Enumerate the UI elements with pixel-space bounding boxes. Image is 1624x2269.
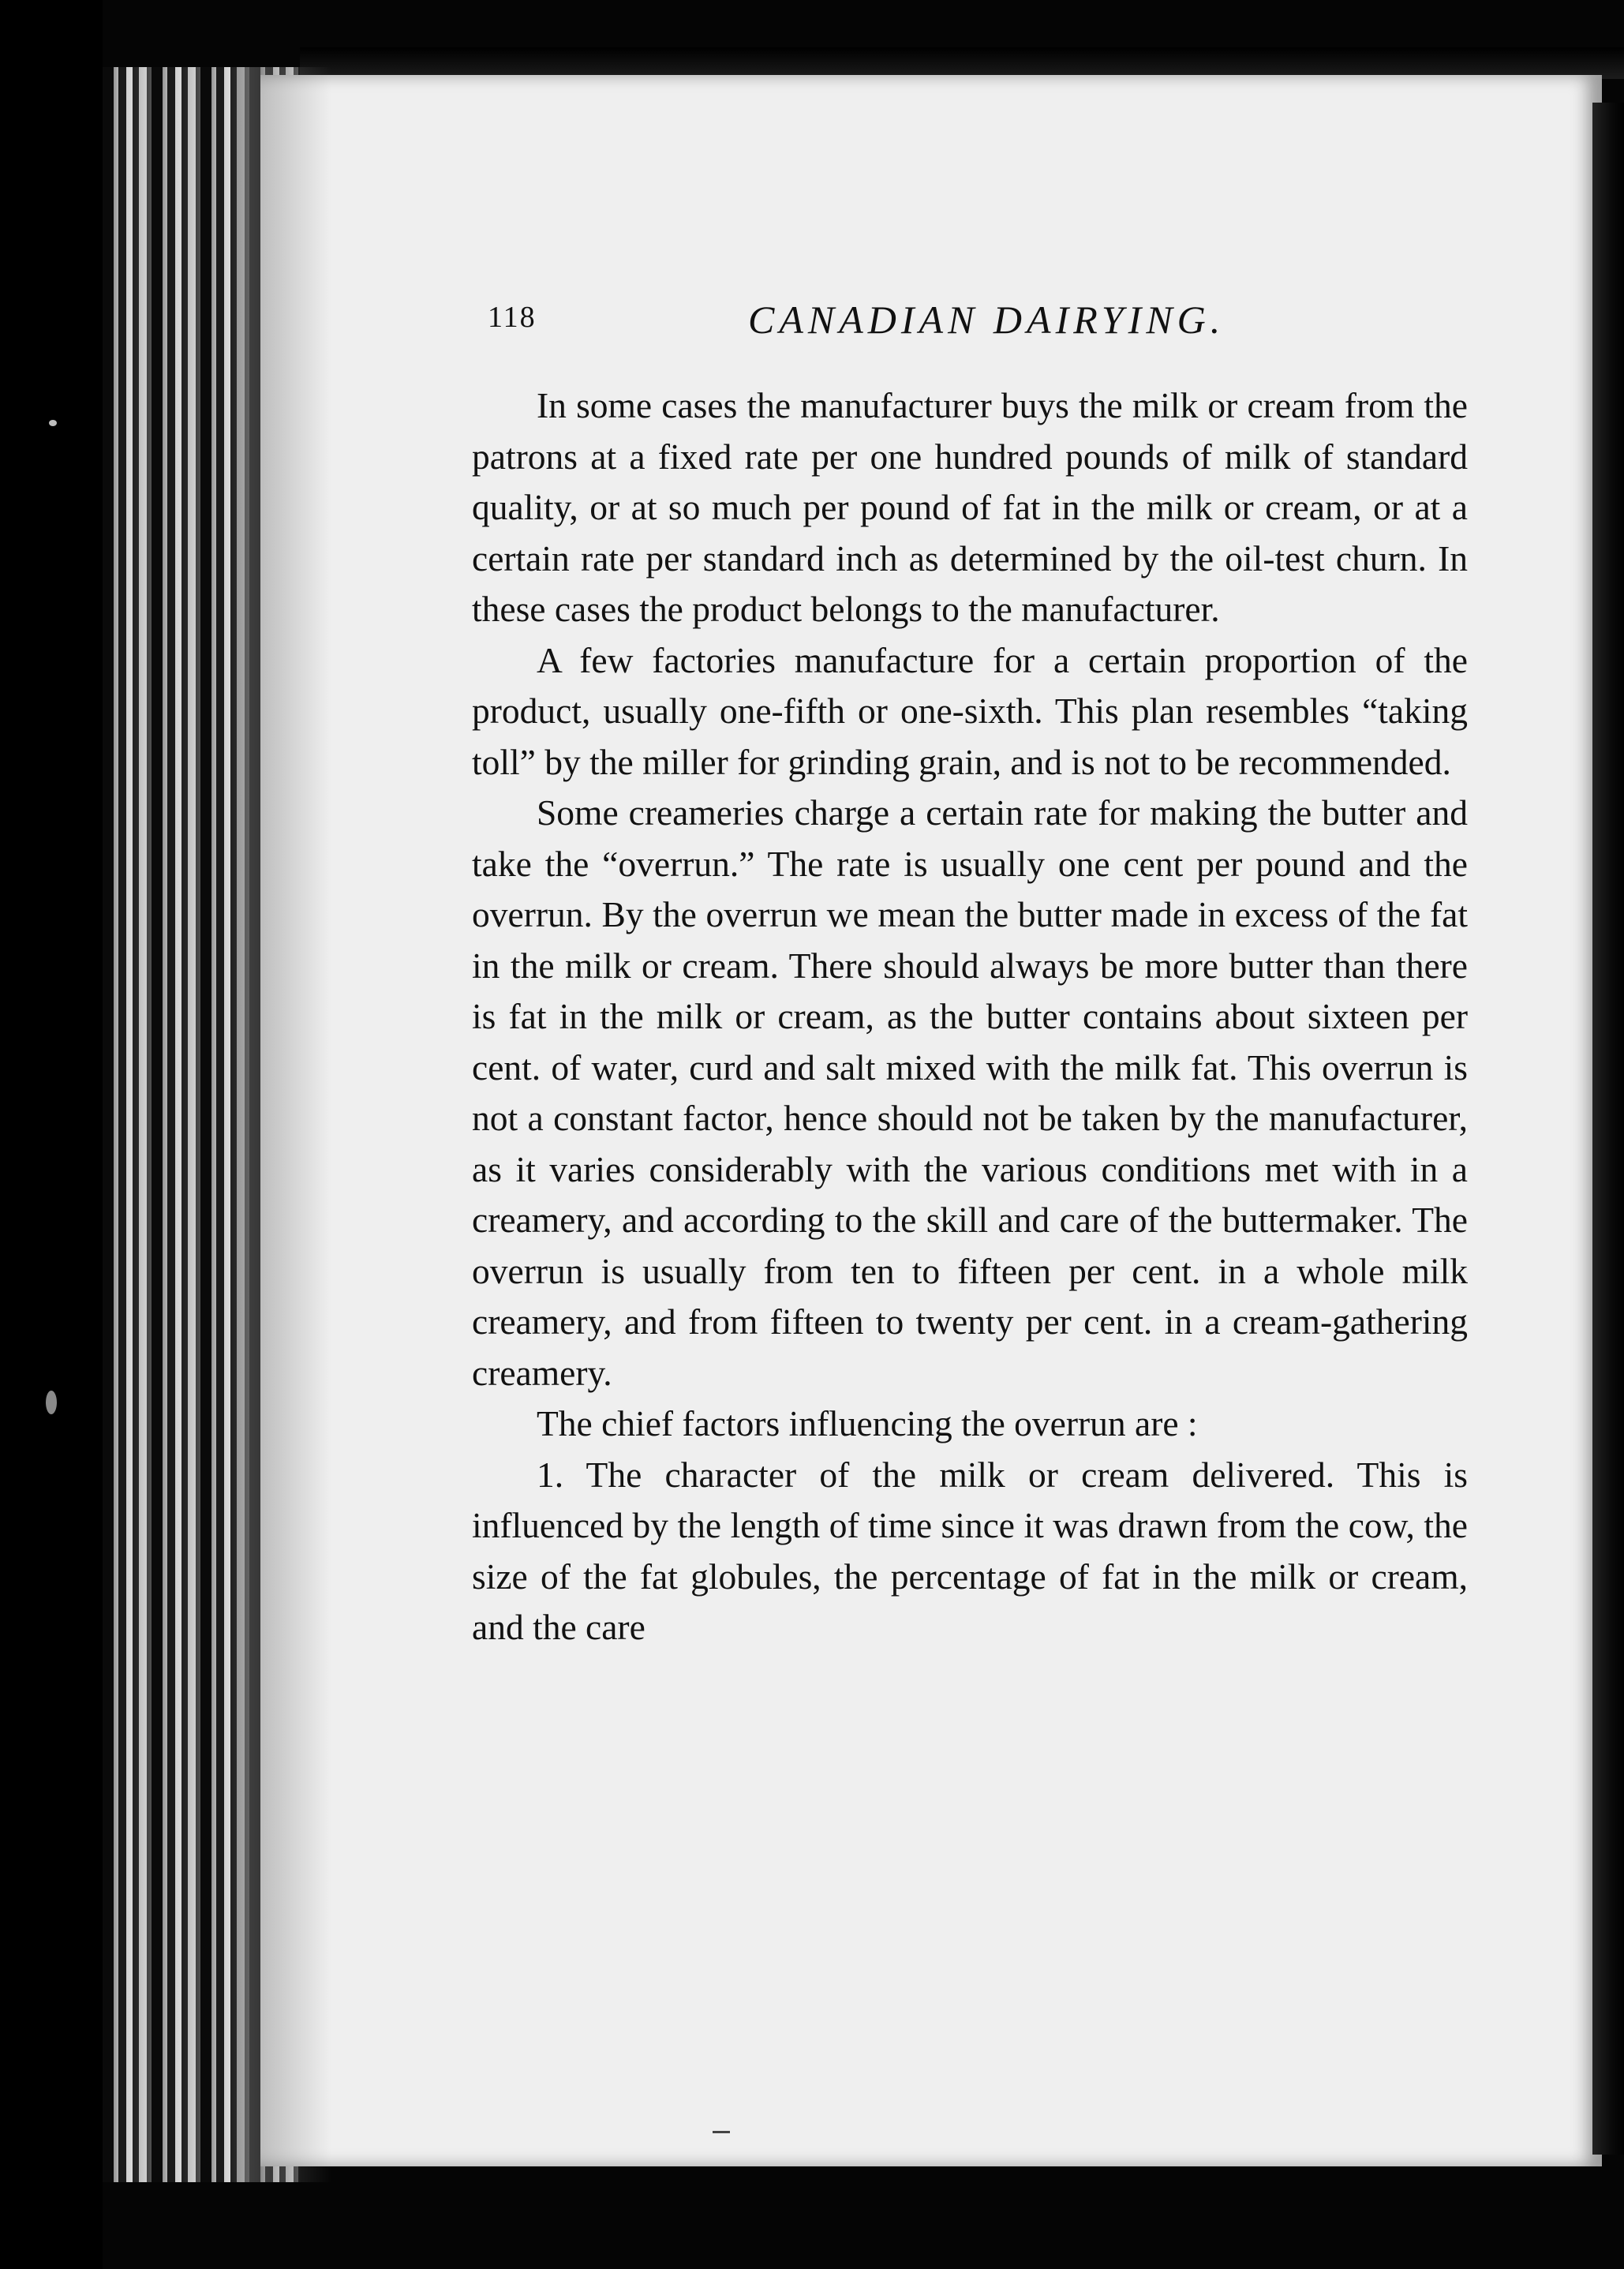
page-number: 118 — [488, 301, 537, 334]
dust-speck — [46, 1391, 57, 1414]
film-border-left — [0, 0, 103, 2269]
printers-mark — [713, 2131, 730, 2133]
paragraph: A few factories manufacture for a certain proportion of the product, usually one-fifth or one-sixth. This plan resembles “taking toll” by the miller for grinding grain, and is not to be recommended. — [472, 639, 1468, 782]
paragraph: 1. The character of the milk or cream delivered. This is influenced by the length of time since it was drawn from the cow, the size of the fat globules, the percentage of fat in the milk or cream, and the care — [472, 1454, 1468, 1647]
paragraph: In some cases the manufacturer buys the milk or cream from the patrons at a fixed rate per one hundred pounds of milk of standard quality, or at so much per pound of fat in the milk or cream, or at a certain rate per standard inch as determined by the oil-test churn. In these cases the product belongs to the manufacturer. — [472, 385, 1468, 629]
paragraph: Some creameries charge a certain rate for making the butter and take the “overrun.” The rate is usually one cent per pound and the overrun. By the overrun we mean the butter made in excess of the fat in the milk or cream. There should always be more butter than there is fat in the milk or cream, as the butter contains about sixteen per cent. of water, curd and salt mixed with the milk fat. This overrun is not a constant factor, hence should not be taken by the manufacturer, as it varies considerably with the various conditions met with in a creamery, and according to the skill and care of the buttermaker. The overrun is usually from ten to fifteen per cent. in a whole milk creamery, and from fifteen to twenty per cent. in a cream-gathering creamery. — [472, 792, 1468, 1393]
dust-speck — [49, 420, 57, 426]
paragraph: The chief factors influencing the overrun are : — [537, 1403, 1198, 1443]
film-border-right — [1592, 103, 1624, 2155]
body-text — [472, 380, 1468, 1653]
gutter-shadow — [237, 67, 331, 2182]
film-border-top — [300, 47, 1624, 79]
page-header — [488, 300, 1466, 355]
running-head: CANADIAN DAIRYING. — [748, 298, 1225, 342]
